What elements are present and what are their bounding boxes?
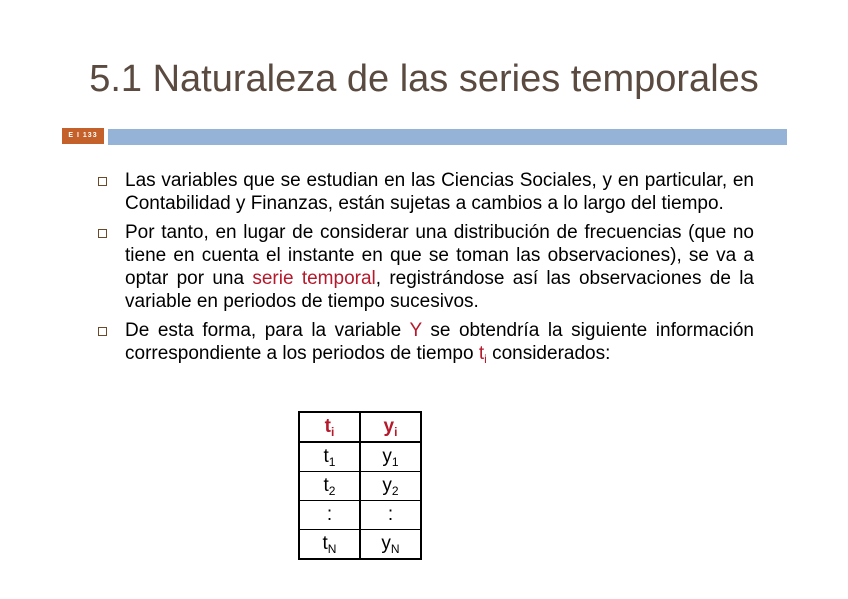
table-cell [360, 501, 421, 530]
table-cell [360, 472, 421, 501]
table-cell [360, 442, 421, 472]
bullet-box-icon [98, 229, 107, 238]
table-cell [299, 501, 360, 530]
highlight-serie-temporal: serie temporal [252, 268, 376, 289]
bullet-text-2-start: Por tanto, en lugar de considerar una distribución de frecuencias (que no tiene en cuenta el instante en que se toman las observaciones), se va a optar por una [125, 222, 754, 289]
cell-base: y [383, 416, 395, 437]
cell-base: y [382, 446, 392, 467]
cell-subscript: i [330, 425, 335, 439]
bullet-text-1: Las variables que se estudian en las Ciencias Sociales, y en particular, en Contabilidad y Finanzas, están sujetas a cambios a lo largo del tiempo. [125, 170, 754, 214]
table-cell [360, 530, 421, 560]
cell-subscript: 2 [391, 484, 399, 498]
table-row [299, 530, 421, 560]
cell-base: t [324, 416, 331, 437]
cell-base: y [381, 533, 391, 554]
bullet-text-3-end: considerados: [486, 343, 611, 364]
slide-number-tag: E I 133 [62, 128, 104, 144]
table-cell [299, 472, 360, 501]
bullet-text [125, 169, 754, 215]
bullet-item [94, 169, 754, 215]
bullet-text [125, 319, 754, 365]
bullet-list [94, 169, 754, 371]
table-header-cell [299, 412, 360, 442]
table-row [299, 501, 421, 530]
bullet-box-icon [98, 177, 107, 186]
cell-base: t [323, 475, 329, 496]
highlight-variable-y: Y [409, 320, 422, 341]
cell-subscript: N [327, 542, 337, 556]
bullet-item [94, 221, 754, 313]
bullet-box-icon [98, 327, 107, 336]
highlight-t: t [478, 343, 485, 364]
table-cell [299, 442, 360, 472]
bullet-text-3-start: De esta forma, para la variable [125, 320, 410, 341]
table-cell [299, 530, 360, 560]
cell-subscript: 1 [328, 455, 336, 469]
slide-title: 5.1 Naturaleza de las series temporales [89, 58, 759, 100]
table-row [299, 472, 421, 501]
cell-base: t [322, 533, 328, 554]
bullet-text [125, 221, 754, 313]
cell-base: : [326, 504, 333, 525]
cell-base: t [323, 446, 329, 467]
table-header-row [299, 412, 421, 442]
bullet-text-2-end: , registrándose así las observaciones de la variable en periodos de tiempo sucesivos. [125, 268, 754, 312]
cell-base: : [387, 504, 394, 525]
cell-subscript: N [390, 542, 400, 556]
cell-subscript: i [394, 425, 398, 439]
highlight-t-subscript: i [484, 352, 487, 366]
bullet-item [94, 319, 754, 365]
cell-subscript: 1 [391, 455, 399, 469]
cell-subscript: 2 [328, 484, 336, 498]
bullet-text-3-mid: se obtendría la siguiente información correspondiente a los periodos de tiempo [125, 320, 754, 364]
cell-base: y [382, 475, 392, 496]
header-bar [108, 129, 787, 145]
table-header-cell [360, 412, 421, 442]
table-row [299, 442, 421, 472]
time-series-table [298, 411, 422, 560]
